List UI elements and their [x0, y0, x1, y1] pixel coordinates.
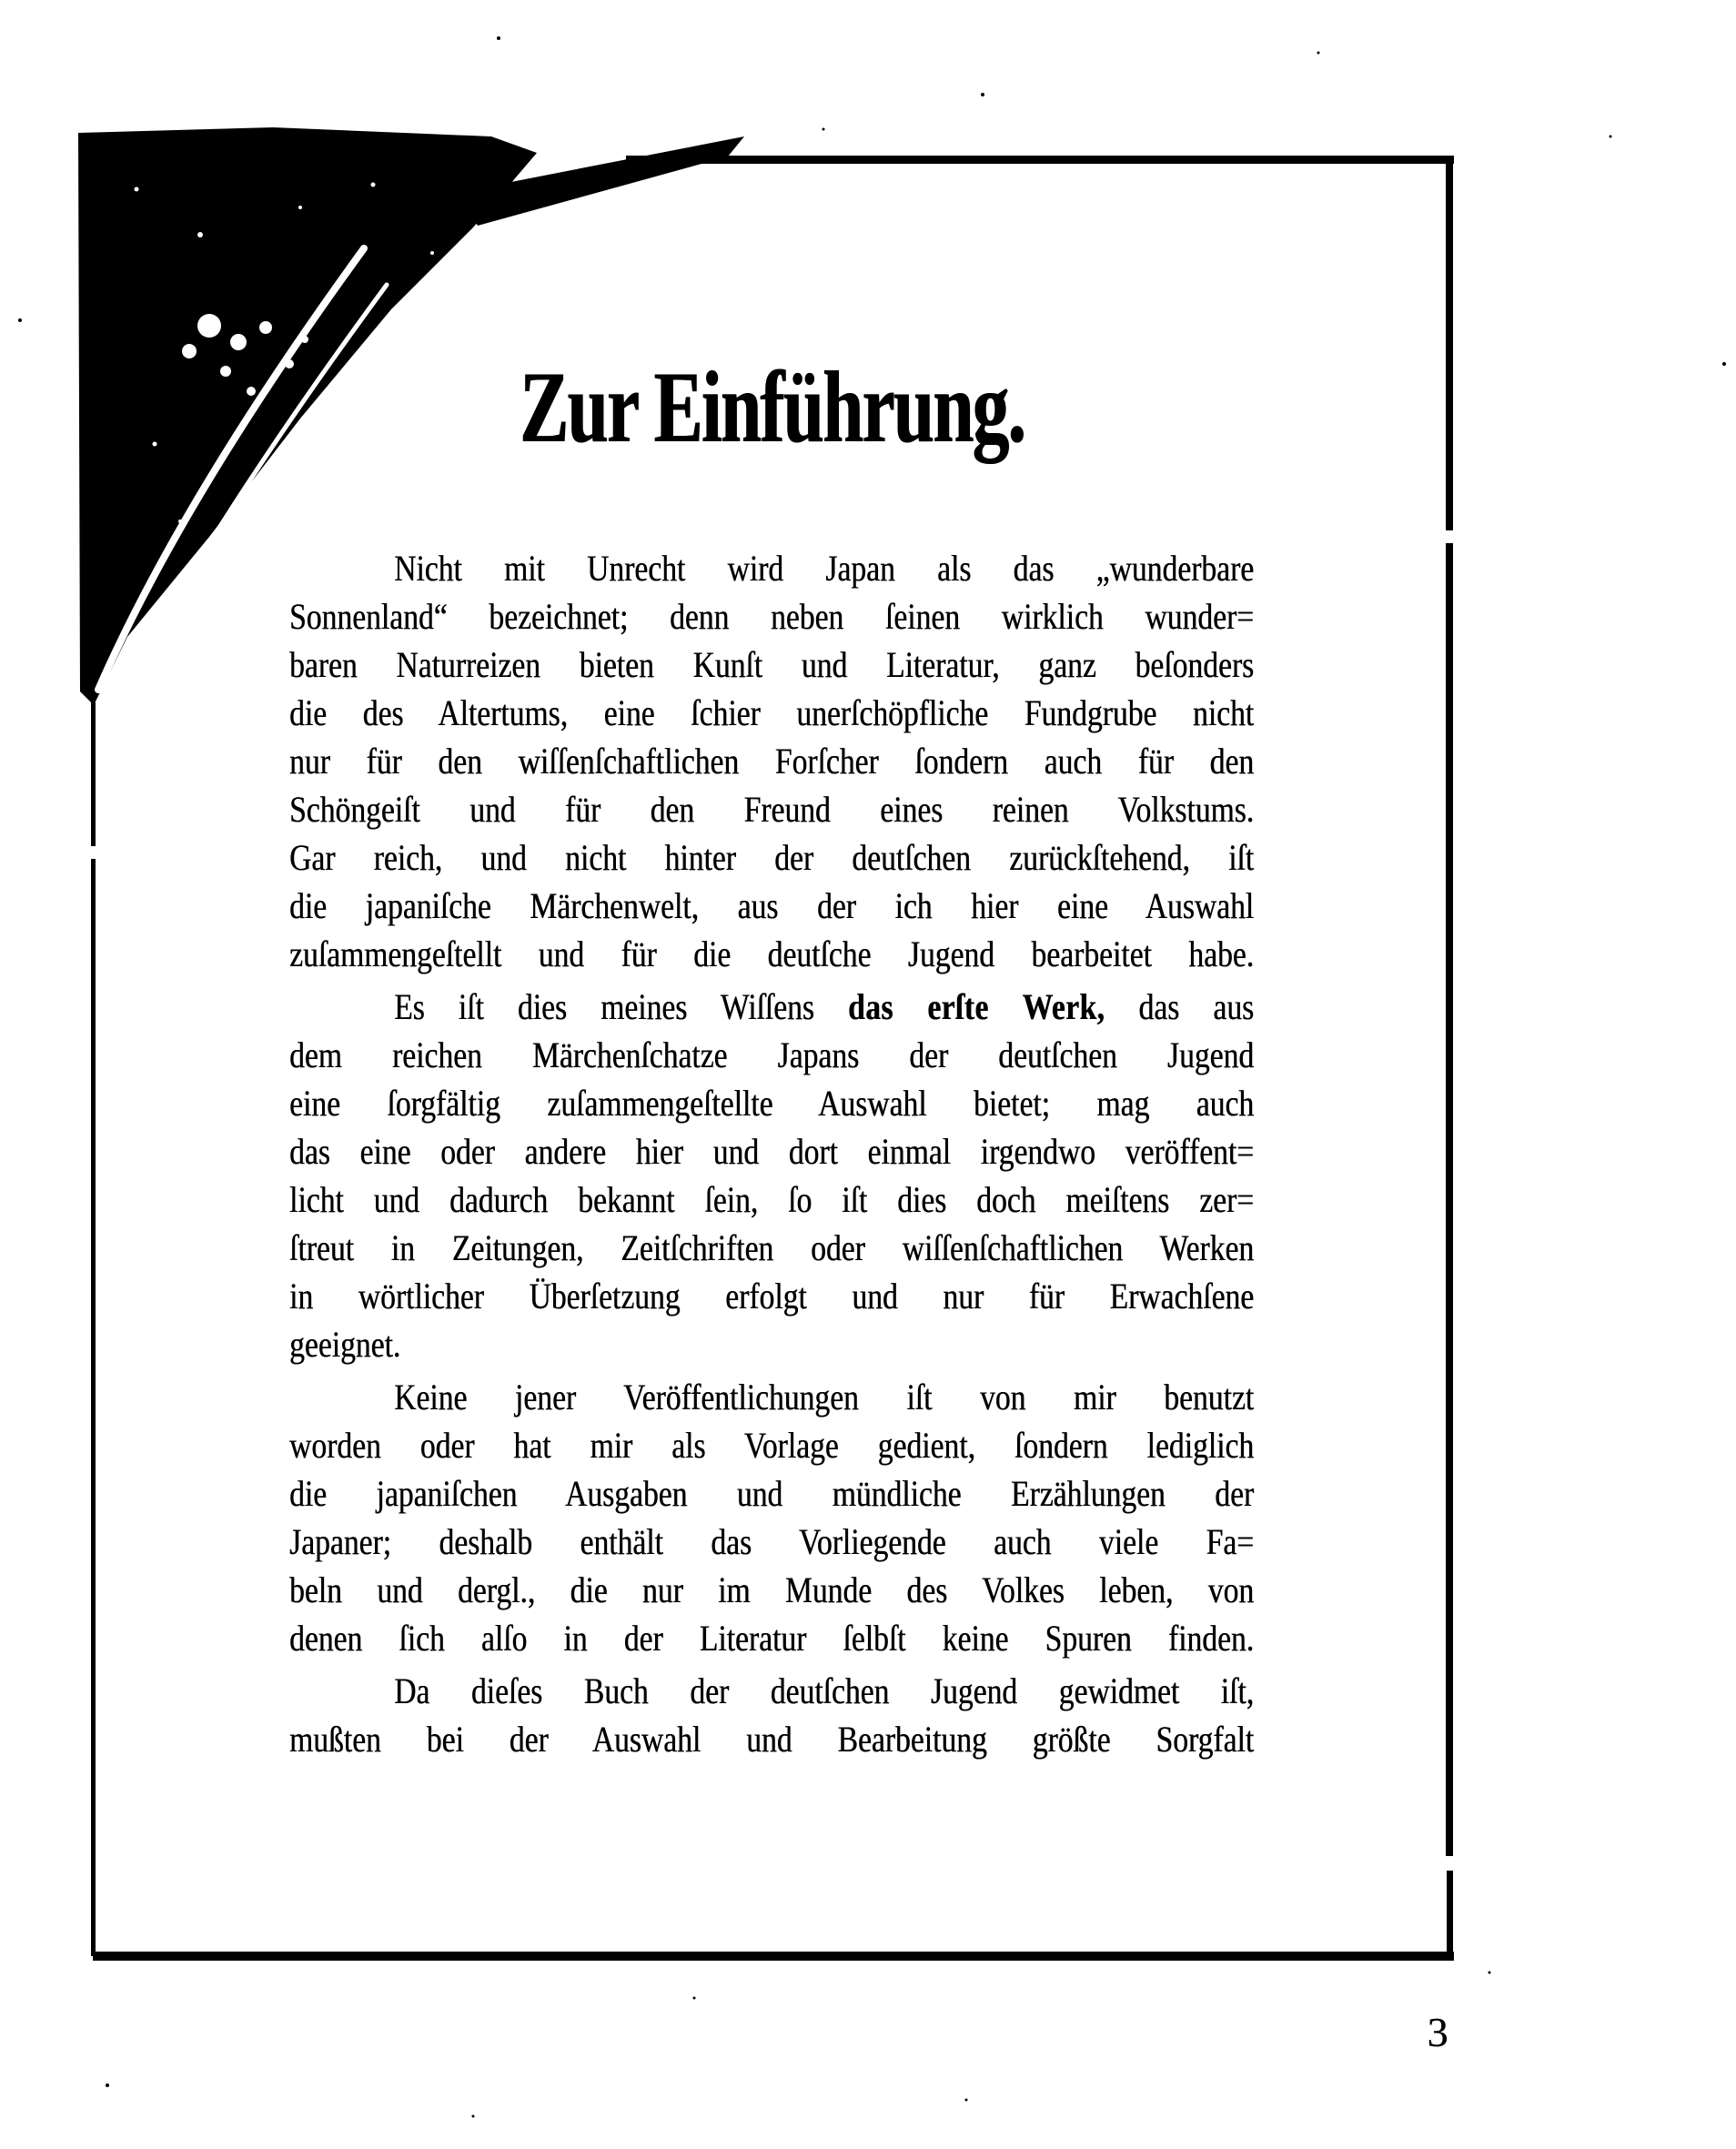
- page-title: [289, 351, 1254, 464]
- frame-rule-top: [626, 156, 1454, 164]
- text-block: [289, 544, 1254, 1763]
- text-line: denen ſich alſo in der Literatur ſelbſt keine Spuren finden.: [289, 1618, 1255, 1659]
- text-line: Schöngeiſt und für den Freund eines reinen Volkstums.: [289, 789, 1255, 830]
- text-line: ſtreut in Zeitungen, Zeitſchriften oder wiſſenſchaftlichen Werken: [289, 1227, 1255, 1268]
- text-line: Nicht mit Unrecht wird Japan als das „wunderbare: [394, 548, 1255, 589]
- paragraph: [289, 983, 1254, 1368]
- frame-rule-right: [1447, 1871, 1453, 1961]
- text-segment: das aus: [1105, 986, 1255, 1027]
- page-number: 3: [1427, 2009, 1448, 2055]
- text-line: Keine jener Veröffentlichungen iſt von mir benutzt: [394, 1377, 1255, 1418]
- text-line: beln und dergl., die nur im Munde des Volkes leben, von: [289, 1569, 1255, 1610]
- text-line: mußten bei der Auswahl und Bearbeitung größte Sorgfalt: [289, 1719, 1255, 1760]
- text-line: worden oder hat mir als Vorlage gedient, ſondern lediglich: [289, 1425, 1255, 1466]
- emphasized-text: das erſte Werk,: [847, 986, 1105, 1027]
- frame-rule-left: [91, 859, 96, 1956]
- text-segment: Es iſt dies meines Wiſſens: [394, 986, 848, 1027]
- text-line: das eine oder andere hier und dort einmal irgendwo veröffent=: [289, 1131, 1255, 1172]
- text-line: [289, 983, 1254, 1031]
- text-line: Da dieſes Buch der deutſchen Jugend gewidmet iſt,: [394, 1670, 1255, 1711]
- text-line: zuſammengeſtellt und für die deutſche Jugend bearbeitet habe.: [289, 933, 1255, 974]
- text-line: nur für den wiſſenſchaftlichen Forſcher ſondern auch für den: [289, 741, 1255, 782]
- text-line: Sonnenland“ bezeichnet; denn neben ſeinen wirklich wunder=: [289, 596, 1255, 637]
- text-line: in wörtlicher Überſetzung erfolgt und nur für Erwachſene: [289, 1276, 1255, 1317]
- text-line: eine ſorgfältig zuſammengeſtellte Auswahl bietet; mag auch: [289, 1083, 1255, 1124]
- text-line: baren Naturreizen bieten Kunſt und Literatur, ganz beſonders: [289, 644, 1255, 685]
- paragraph: [289, 1373, 1254, 1662]
- text-line: licht und dadurch bekannt ſein, ſo iſt dies doch meiſtens zer=: [289, 1179, 1255, 1220]
- paragraph: [289, 1667, 1254, 1763]
- frame-rule-right: [1446, 543, 1453, 1856]
- frame-rule-bottom: [93, 1952, 1454, 1961]
- frame-rule-right: [1446, 156, 1453, 530]
- text-line: Japaner; deshalb enthält das Vorliegende auch viele Fa=: [289, 1521, 1255, 1562]
- text-line: dem reichen Märchenſchatze Japans der deutſchen Jugend: [289, 1034, 1255, 1075]
- text-line: Gar reich, und nicht hinter der deutſchen zurückſtehend, iſt: [289, 837, 1255, 878]
- text-line: die des Altertums, eine ſchier unerſchöpfliche Fundgrube nicht: [289, 692, 1255, 733]
- text-line: die japaniſchen Ausgaben und mündliche Erzählungen der: [289, 1473, 1255, 1514]
- frame-rule-left: [91, 702, 96, 846]
- paragraph: [289, 544, 1254, 978]
- text-line: die japaniſche Märchenwelt, aus der ich hier eine Auswahl: [289, 885, 1255, 926]
- page-title-text: Zur Einführung.: [519, 351, 1024, 464]
- text-line: geeignet.: [289, 1324, 401, 1365]
